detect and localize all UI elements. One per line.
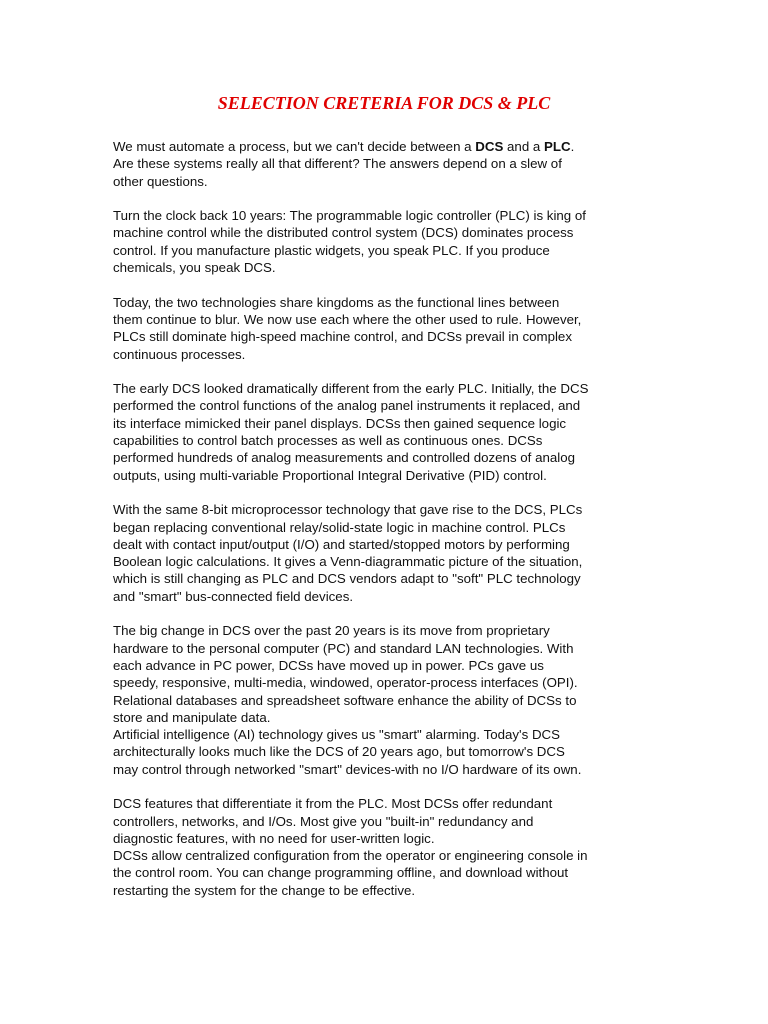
paragraph-6-line: hardware to the personal computer (PC) and standard LAN technologies. With bbox=[113, 640, 574, 656]
paragraph-5 bbox=[113, 501, 653, 605]
paragraph-4 bbox=[113, 380, 653, 484]
paragraph-5-line: Boolean logic calculations. It gives a Venn-diagrammatic picture of the situation, bbox=[113, 554, 583, 570]
paragraph-3-line: Today, the two technologies share kingdoms as the functional lines between bbox=[113, 294, 560, 310]
paragraph-6-line: each advance in PC power, DCSs have moved up in power. PCs gave us bbox=[113, 657, 544, 673]
paragraph-5-line: began replacing conventional relay/solid-state logic in machine control. PLCs bbox=[113, 519, 566, 535]
paragraph-1-line-2: Are these systems really all that different? The answers depend on a slew of bbox=[113, 156, 562, 172]
paragraph-5-line: and "smart" bus-connected field devices. bbox=[113, 588, 354, 604]
paragraph-4-line: The early DCS looked dramatically different from the early PLC. Initially, the DCS bbox=[113, 381, 589, 397]
paragraph-8 bbox=[113, 795, 653, 847]
paragraph-7 bbox=[113, 726, 653, 778]
paragraph-3 bbox=[113, 294, 653, 363]
paragraph-8-line: diagnostic features, with no need for user-written logic. bbox=[113, 830, 435, 846]
paragraph-4-line: capabilities to control batch processes as well as continuous ones. DCSs bbox=[113, 433, 543, 449]
paragraph-6-line: The big change in DCS over the past 20 years is its move from proprietary bbox=[113, 623, 550, 639]
paragraph-7-line: may control through networked "smart" devices-with no I/O hardware of its own. bbox=[113, 761, 582, 777]
paragraph-1 bbox=[113, 138, 653, 190]
paragraph-3-line: them continue to blur. We now use each where the other used to rule. However, bbox=[113, 311, 582, 327]
paragraph-5-line: dealt with contact input/output (I/O) and started/stopped motors by performing bbox=[113, 536, 570, 552]
text-run: . bbox=[570, 139, 575, 154]
paragraph-9-line: the control room. You can change programming offline, and download without bbox=[113, 865, 569, 881]
paragraph-2-line: Turn the clock back 10 years: The programmable logic controller (PLC) is king of bbox=[113, 208, 586, 224]
plc-bold-term: PLC bbox=[544, 139, 571, 154]
paragraph-5-line: which is still changing as PLC and DCS vendors adapt to "soft" PLC technology bbox=[113, 571, 581, 587]
paragraph-3-line: continuous processes. bbox=[113, 346, 246, 362]
paragraph-9-line: restarting the system for the change to be effective. bbox=[113, 882, 416, 898]
paragraph-5-line: With the same 8-bit microprocessor technology that gave rise to the DCS, PLCs bbox=[113, 502, 583, 518]
paragraph-7-line: architecturally looks much like the DCS of 20 years ago, but tomorrow's DCS bbox=[113, 744, 565, 760]
paragraph-4-line: performed hundreds of analog measurements and controlled dozens of analog bbox=[113, 450, 575, 466]
paragraph-8-line: DCS features that differentiate it from the PLC. Most DCSs offer redundant bbox=[113, 796, 553, 812]
paragraph-6-line: Relational databases and spreadsheet software enhance the ability of DCSs to bbox=[113, 692, 577, 708]
paragraph-2-line: chemicals, you speak DCS. bbox=[113, 260, 276, 276]
paragraph-6 bbox=[113, 622, 653, 726]
paragraph-2-line: control. If you manufacture plastic widgets, you speak PLC. If you produce bbox=[113, 242, 550, 258]
paragraph-4-line: performed the control functions of the analog panel instruments it replaced, and bbox=[113, 398, 581, 414]
paragraph-7-line: Artificial intelligence (AI) technology gives us "smart" alarming. Today's DCS bbox=[113, 727, 561, 743]
text-run: We must automate a process, but we can't decide between a bbox=[113, 139, 476, 154]
paragraph-9-line: DCSs allow centralized configuration from the operator or engineering console in bbox=[113, 848, 588, 864]
paragraph-1-line-1 bbox=[113, 138, 653, 155]
paragraph-6-line: speedy, responsive, multi-media, windowed, operator-process interfaces (OPI). bbox=[113, 675, 578, 691]
paragraph-4-line: outputs, using multi-variable Proportional Integral Derivative (PID) control. bbox=[113, 467, 547, 483]
paragraph-9 bbox=[113, 847, 653, 899]
document-title: SELECTION CRETERIA FOR DCS & PLC bbox=[217, 93, 551, 113]
dcs-bold-term: DCS bbox=[475, 139, 504, 154]
paragraph-2 bbox=[113, 207, 653, 276]
paragraph-8-line: controllers, networks, and I/Os. Most give you "built-in" redundancy and bbox=[113, 813, 534, 829]
paragraph-4-line: its interface mimicked their panel displays. DCSs then gained sequence logic bbox=[113, 415, 567, 431]
paragraph-1-line-3: other questions. bbox=[113, 173, 208, 189]
paragraph-3-line: PLCs still dominate high-speed machine control, and DCSs prevail in complex bbox=[113, 329, 572, 345]
paragraph-2-line: machine control while the distributed control system (DCS) dominates process bbox=[113, 225, 574, 241]
text-run: and a bbox=[503, 139, 544, 154]
paragraph-6-line: store and manipulate data. bbox=[113, 709, 271, 725]
document-body bbox=[113, 138, 653, 899]
